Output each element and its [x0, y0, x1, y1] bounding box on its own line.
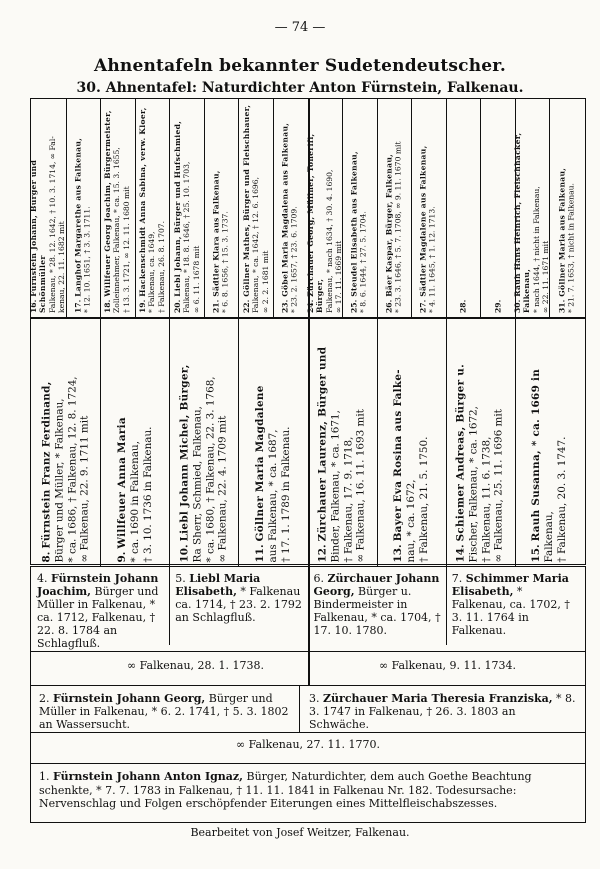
- entry-number: 18.: [103, 299, 113, 313]
- ancestor-cell-gen5: [411, 99, 446, 317]
- entry-line: * ca. 1680, † Falkenau, 22. 3. 1768,: [203, 375, 216, 562]
- entry-number: 19.: [137, 299, 147, 313]
- rotated-entry: [103, 103, 131, 313]
- entry-line: Göllner Maria Magdalene: [253, 384, 266, 541]
- entry-line: Sädtler Klara aus Falkenau,: [211, 170, 221, 297]
- entry-line: Fischer, Falkenau, * ca. 1672,: [467, 405, 480, 562]
- entry-line: † 17. 10. 1780.: [313, 611, 441, 637]
- marriage-note: ∞ Falkenau, 9. 11. 1734.: [379, 659, 516, 672]
- entry-line: ∞ 6. 11. 1678 mit: [191, 245, 201, 313]
- column-divider: [446, 567, 447, 645]
- rotated-entry: [530, 321, 568, 562]
- entry-number: 20.: [172, 299, 182, 313]
- ancestor-cell-gen5: [446, 99, 481, 317]
- entry-line: Langhof Margarethe aus Falkenau,: [73, 137, 83, 297]
- editor-credit: Bearbeitet von Josef Weitzer, Falkenau.: [190, 826, 410, 839]
- entry-number: 31.: [557, 299, 567, 313]
- ancestor-cell-gen3: [175, 572, 303, 650]
- entry-line: Falkenau,: [543, 510, 556, 562]
- entry-line: Bürger u.: [358, 585, 412, 598]
- entry-line: Zürchauer Laurenz, Bürger und: [316, 346, 329, 541]
- rotated-entry: [178, 321, 229, 562]
- rotated-entry: [29, 103, 67, 313]
- entry-line: in Falkenau,: [77, 598, 147, 611]
- entry-line: * 4. 11. 1645, † 1. 12. 1713.: [428, 206, 438, 313]
- rotated-entry: [316, 321, 367, 562]
- entry-line: † Falkenau, 20. 3. 1747.: [555, 436, 568, 562]
- entry-number: 2.: [39, 692, 50, 705]
- entry-line: † Falkenau, 17. 9. 1718,: [342, 436, 355, 562]
- entry-number: 12.: [316, 543, 329, 562]
- entry-line: * 8. 3. 1747 in Falkenau,: [309, 692, 576, 718]
- ancestor-cell-gen3: [37, 572, 165, 650]
- ancestor-cell-gen5: [480, 99, 515, 317]
- generation-1-entry: [30, 763, 586, 823]
- entry-line: Bürger und Müller, * Falkenau,: [52, 397, 65, 562]
- rotated-entry: [493, 103, 502, 313]
- ancestor-cell-gen5: [549, 99, 584, 317]
- entry-line: Sädtler Magdalene aus Falkenau,: [419, 145, 429, 297]
- rotated-entry: [242, 103, 270, 313]
- entry-line: aus Falkenau, * ca. 1687,: [266, 428, 279, 562]
- entry-number: 10.: [178, 543, 191, 562]
- entry-line: † 22. 8. 1784 an: [37, 611, 156, 637]
- page-subtitle: 30. Ahnentafel: Naturdichter Anton Fürnstein, Falkenau.: [76, 80, 524, 96]
- entry-line: Müller in Falkenau, * 6. 2. 1741,: [39, 705, 221, 718]
- entry-line: Falkenau, * nach 1634, † 30. 4. 1690,: [324, 169, 334, 313]
- entry-line: * Falkenau, ca. 1649,: [147, 231, 157, 313]
- ancestor-name: Schimmer Maria Elisabeth,: [451, 572, 569, 598]
- ancestor-cell-gen5: [100, 99, 135, 317]
- entry-line: Falkenau, * ca. 1704,: [313, 611, 432, 624]
- entry-line: Binder, Falkenau, * ca. 1671,: [329, 409, 342, 562]
- entry-line: ∞ 22. 11. 1671 mit: [541, 240, 551, 313]
- entry-number: 3.: [309, 692, 320, 705]
- rotated-entry: [385, 103, 404, 313]
- entry-number: 27.: [419, 299, 429, 313]
- entry-line: Liebl Johann Michel, Bürger,: [178, 363, 191, 541]
- ancestor-cell-gen4: [308, 317, 377, 566]
- entry-number: 7.: [451, 572, 463, 585]
- entry-line: Bürger und Müller: [37, 585, 159, 611]
- ancestor-name: Liebl Maria Elisabeth,: [175, 572, 261, 598]
- entry-line: ∞ Falkenau, 22. 9. 1711 mit: [78, 415, 91, 562]
- entry-number: 6.: [313, 572, 324, 585]
- rotated-entry: [115, 321, 153, 562]
- rotated-entry: [40, 321, 91, 562]
- entry-line: Bäer Kaspar, Bürger, Falkenau,: [384, 153, 394, 297]
- entry-line: Fürnstein Franz Ferdinand,: [39, 380, 52, 549]
- entry-line: † 3. 10. 1736 in Falkenau.: [141, 426, 154, 562]
- entry-line: * 6. 8. 1656, † 15. 3. 1737.: [221, 211, 231, 313]
- entry-number: 21.: [211, 299, 221, 313]
- marriage-note: ∞ Falkenau, 27. 11. 1770.: [236, 738, 380, 751]
- ancestor-cell-gen2: [309, 692, 577, 731]
- entry-number: 25.: [349, 299, 359, 313]
- entry-number: 23.: [280, 299, 290, 313]
- entry-line: * nach 1644, † nicht in Falkenau,: [532, 186, 542, 313]
- entry-number: 11.: [253, 543, 266, 562]
- entry-number: 28.: [458, 299, 468, 313]
- entry-line: Göbel Maria Magdalena aus Falkenau,: [280, 122, 290, 297]
- ancestor-cell-gen4: [377, 317, 446, 566]
- entry-line: Rauh Hans Heinrich, Fleischhacker, Falkenau,: [513, 132, 532, 313]
- marriage-divider: [31, 651, 585, 652]
- entry-line: * Falkenau ca. 1714,: [175, 585, 301, 611]
- entry-number: 13.: [391, 543, 404, 562]
- entry-number: 17.: [73, 299, 83, 313]
- entry-line: † 26. 3. 1803 an Schwäche.: [309, 705, 516, 731]
- page-number: — 74 —: [274, 20, 326, 35]
- entry-line: Göllner Maria aus Falkenau,: [557, 167, 567, 297]
- ancestor-cell-gen4: [31, 317, 100, 566]
- ancestor-cell-gen5: [377, 99, 412, 317]
- ancestor-name: Fürnstein Johann Joachim,: [37, 572, 159, 598]
- entry-line: Rauh Susanna, * ca. 1669 in: [530, 368, 543, 541]
- rotated-entry: [73, 103, 92, 313]
- ancestor-cell-gen5: [273, 99, 308, 317]
- entry-line: Zürchauer Georg, Müllner, Tonerifi, Bürger,: [305, 133, 325, 313]
- ancestor-cell-gen4: [515, 317, 584, 566]
- entry-line: Falkenau.: [451, 624, 507, 637]
- ancestor-cell-gen2: [39, 692, 293, 731]
- entry-line: † Falkenau, 11. 6. 1738,: [480, 436, 493, 562]
- marriage-divider: [31, 732, 585, 733]
- entry-line: * ca. 1690 in Falkenau,: [128, 440, 141, 562]
- column-divider: [299, 686, 300, 732]
- rotated-entry: [350, 103, 369, 313]
- entry-line: * 23. 2. 1657, † 23. 6. 1709.: [290, 206, 300, 313]
- ancestor-table-upper: [30, 98, 586, 565]
- ancestor-cell-gen5: [342, 99, 377, 317]
- rotated-entry: [306, 103, 344, 313]
- entry-number: 24.: [305, 299, 315, 313]
- generation-2-section: [30, 686, 586, 764]
- entry-line: Zolleinnehmer, Falkenau, * ca. 15. 3. 1655,: [112, 147, 122, 313]
- entry-line: Falkenau, * ca. 1642, † 12. 6. 1696,: [250, 176, 260, 313]
- entry-line: Falkenau, * 18. 8. 1646, † 25. 10. 1703,: [181, 161, 191, 313]
- entry-line: Liebl Johann, Bürger und Hufschmied,: [172, 120, 182, 297]
- rotated-entry: [455, 321, 506, 562]
- entry-line: ∞ Falkenau, 16. 11. 1693 mit: [354, 408, 367, 562]
- page-title: Ahnentafeln bekannter Sudetendeutscher.: [93, 56, 507, 76]
- entry-line: † 23. 2. 1792 an: [175, 598, 302, 624]
- entry-line: Willfeuer Georg Joachim, Bürgermeister,: [103, 110, 113, 297]
- entry-number: 26.: [384, 299, 394, 313]
- rotated-entry: [419, 103, 438, 313]
- entry-line: nau, * ca. 1672,: [404, 478, 417, 562]
- ancestor-cell-gen3: [314, 572, 442, 650]
- entry-line: Willfeuer Anna Maria: [115, 416, 128, 549]
- entry-line: Steudel Elisabeth aus Falkenau,: [349, 151, 359, 297]
- entry-line: Fürnstein Johann, Bürger und Schönmüller: [29, 159, 48, 313]
- entry-number: 8.: [39, 551, 52, 562]
- entry-line: Hackenschmidt Anna Sabina, verw. Kloer,: [137, 107, 147, 297]
- ancestor-name: Zürchauer Maria Theresia Franziska,: [323, 692, 553, 705]
- entry-line: Bayer Eva Rosina aus Falke-: [391, 368, 404, 541]
- ancestor-name: Zürchauer Johann Georg,: [313, 572, 440, 598]
- entry-line: ∞ 2. 2. 1681 mit: [260, 250, 270, 313]
- ancestor-cell-gen5: [238, 99, 273, 317]
- entry-line: Bürger und: [208, 692, 273, 705]
- entry-line: * ca. 1712, Falkenau,: [37, 598, 156, 624]
- entry-number: 22.: [241, 299, 251, 313]
- column-divider: [169, 567, 170, 645]
- rotated-entry: [138, 103, 166, 313]
- entry-line: ∞ Falkenau, 25. 11. 1696 mit: [493, 408, 506, 562]
- ancestor-cell-gen4: [238, 317, 307, 566]
- rotated-entry: [254, 321, 292, 562]
- entry-line: Falkenau, * 28. 12. 1642, † 10. 3. 1714, ∞ Fal-: [48, 136, 58, 313]
- entry-number: 29.: [492, 299, 502, 313]
- entry-line: kenau, 22. 11. 1682 mit: [57, 221, 67, 313]
- rotated-entry: [392, 321, 430, 562]
- ancestor-cell-gen5: [305, 99, 344, 317]
- column-divider: [308, 567, 310, 685]
- rotated-entry: [458, 103, 467, 313]
- entry-line: * Falkenau, ca. 1702,: [451, 585, 561, 611]
- entry-line: Schlagfluß.: [37, 637, 101, 650]
- proband-name: Fürnstein Johann Anton Ignaz,: [53, 770, 243, 783]
- entry-line: Schiemer Andreas, Bürger u.: [454, 363, 467, 541]
- ancestor-cell-gen5: [66, 99, 101, 317]
- entry-line: † Falkenau, 21. 5. 1750.: [417, 436, 430, 562]
- ancestor-cell-gen5: [515, 99, 550, 317]
- marriage-note: ∞ Falkenau, 28. 1. 1738.: [127, 659, 264, 672]
- entry-line: * ca. 1686, † Falkenau, 12. 8. 1724,: [65, 375, 78, 562]
- entry-line: Ra Sherr, Schmied, Falkenau,: [191, 405, 204, 562]
- entry-number: 5.: [175, 572, 186, 585]
- rotated-entry: [281, 103, 300, 313]
- entry-number: 4.: [37, 572, 48, 585]
- entry-line: † 5. 3. 1802 an Wassersucht.: [39, 705, 289, 731]
- proband-details: Bürger, Naturdichter, dem auch Goethe Beachtung schenkte, * 7. 7. 1783 in Falkenau, † 11. 11. 1841 in Falkenau Nr. 182. Todesursache: Nervenschlag und Folgen erschöpfender Eiterungen eines Mittelfleischabszesses.: [39, 770, 532, 810]
- generation-3-section: [30, 566, 586, 686]
- entry-line: * 8. 6. 1644, † 27. 5. 1704.: [359, 211, 369, 313]
- entry-line: Schlagfluß.: [192, 611, 256, 624]
- ancestor-cell-gen4: [100, 317, 169, 566]
- entry-number: 30.: [513, 299, 523, 313]
- entry-line: Göllner Mathes, Bürger und Fleischhauer,: [241, 104, 251, 297]
- ancestor-name: Fürnstein Johann Georg,: [53, 692, 206, 705]
- ancestor-cell-gen4: [446, 317, 515, 566]
- entry-line: ∞ 17. 11. 1669 mit: [334, 240, 344, 313]
- entry-line: * 23. 3. 1646, † 5. 7. 1708, ∞ 9. 11. 1670 mit: [393, 141, 403, 313]
- ancestor-cell-gen5: [169, 99, 204, 317]
- entry-line: † 13. 3. 1721, ∞ 12. 11. 1680 mit: [122, 186, 132, 313]
- entry-number: 14.: [454, 543, 467, 562]
- entry-line: ∞ Falkenau, 22. 4. 1709 mit: [216, 415, 229, 562]
- entry-line: * 21. 7. 1653, † nicht in Falkenau.: [566, 183, 576, 313]
- entry-line: * 12. 10. 1651, † 3. 3. 1711.: [82, 206, 92, 313]
- rotated-entry: [513, 103, 551, 313]
- entry-number: 16.: [29, 299, 39, 313]
- ancestor-cell-gen4: [169, 317, 238, 566]
- ancestor-cell-gen3: [452, 572, 580, 650]
- entry-line: † 17. 1. 1789 in Falkenau.: [279, 426, 292, 562]
- rotated-entry: [557, 103, 576, 313]
- ancestor-cell-gen5: [204, 99, 239, 317]
- entry-line: † Falkenau, 26. 8. 1707.: [156, 220, 166, 313]
- entry-line: † 3. 11. 1764 in: [451, 598, 570, 624]
- entry-number: 1.: [39, 770, 50, 783]
- ancestor-cell-gen5: [135, 99, 170, 317]
- rotated-entry: [172, 103, 200, 313]
- entry-line: Bindermeister in: [313, 598, 408, 611]
- entry-number: 9.: [115, 551, 128, 562]
- ancestor-cell-gen5: [31, 99, 66, 317]
- entry-number: 15.: [530, 543, 543, 562]
- rotated-entry: [212, 103, 231, 313]
